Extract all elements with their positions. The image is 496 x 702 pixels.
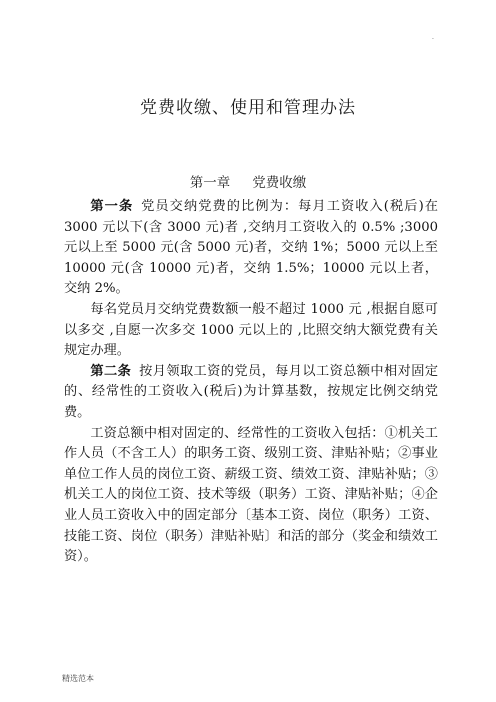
article-paragraph	[64, 300, 438, 362]
footer-text: 精选范本	[62, 674, 94, 683]
corner-mark: .	[432, 34, 434, 41]
article-text: 每名党员月交纳党费数额一般不超过 1000 元 ,根据自愿可以多交 ,自愿一次多交 1000 元以上的 ,比照交纳大额党费有关规定办理。	[64, 301, 438, 359]
article-paragraph	[64, 197, 438, 300]
chapter-number: 第一章	[189, 175, 231, 191]
article-text: 党员交纳党费的比例为：每月工资收入(税后)在 3000 元以下(含 3000 元)者 ,交纳月工资收入的 0.5% ;3000 元以上至 5000 元(含 5000 元)者，交纳 1%；5000 元以上至 10000 元(含 10000 元)者，交纳 1.5%；10000 元以上者，交纳 2%。	[64, 199, 438, 297]
article-label: 第二条	[90, 363, 132, 379]
chapter-name: 党费收缴	[252, 175, 307, 191]
article-text: 按月领取工资的党员，每月以工资总额中相对固定的、经常性的工资收入(税后)为计算基数，按规定比例交纳党费。	[64, 363, 439, 420]
article-paragraph	[64, 362, 438, 424]
chapter-heading	[0, 171, 496, 191]
document-body	[64, 197, 438, 568]
article-text: 工资总额中相对固定的、经常性的工资收入包括：①机关工作人员（不含工人）的职务工资、级别工资、津贴补贴；②事业单位工作人员的岗位工资、薪级工资、绩效工资、津贴补贴；③机关工人的岗位工资、技术等级（职务）工资、津贴补贴；④企业人员工资收入中的固定部分〔基本工资、岗位（职务）工资、技能工资、岗位（职务）津贴补贴〕和活的部分（奖金和绩效工资）。	[64, 425, 438, 565]
article-paragraph	[64, 424, 438, 568]
article-label: 第一条	[90, 199, 134, 214]
document-title: 党费收缴、使用和管理办法	[140, 98, 356, 118]
